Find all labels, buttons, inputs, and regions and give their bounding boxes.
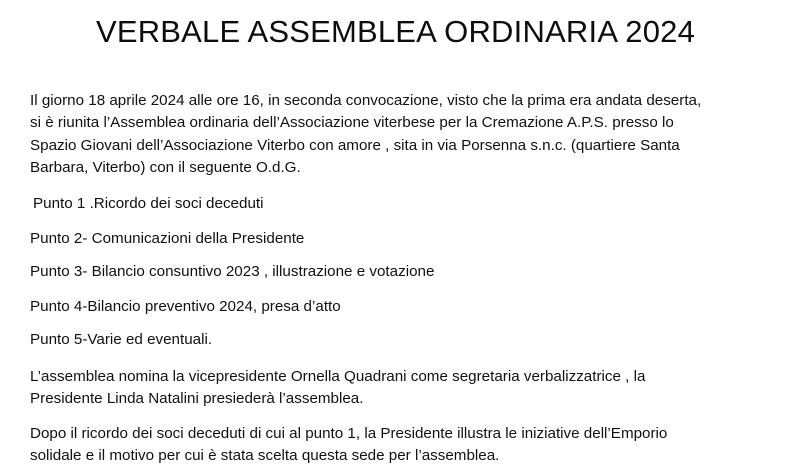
intro-line: Spazio Giovani dell’Associazione Viterbo con amore , sita in via Porsenna s.n.c. (quartiere Santa	[30, 136, 680, 154]
intro-line: si è riunita l’Assemblea ordinaria dell’Associazione viterbese per la Cremazione A.P.S. presso lo	[30, 114, 674, 132]
remembrance-paragraph	[30, 423, 790, 467]
agenda-item-3: Punto 3- Bilancio consuntivo 2023 , illustrazione e votazione	[30, 263, 435, 280]
paragraph-line: L’assemblea nomina la vicepresidente Ornella Quadrani come segretaria verbalizzatrice , la	[30, 368, 646, 385]
agenda-item-4: Punto 4-Bilancio preventivo 2024, presa d’atto	[30, 298, 341, 315]
intro-line: Il giorno 18 aprile 2024 alle ore 16, in seconda convocazione, visto che la prima era andata deserta,	[30, 92, 702, 109]
paragraph-line: Presidente Linda Natalini presiederà l’assemblea.	[30, 390, 364, 407]
intro-line: Barbara, Viterbo) con il seguente O.d.G.	[30, 158, 301, 176]
paragraph-line: Dopo il ricordo dei soci deceduti di cui al punto 1, la Presidente illustra le iniziative dell’Emporio	[30, 425, 668, 442]
agenda-item-2: Punto 2- Comunicazioni della Presidente	[30, 230, 305, 247]
secretary-paragraph	[30, 366, 790, 410]
document-title: VERBALE ASSEMBLEA ORDINARIA 2024	[95, 14, 696, 49]
agenda-item-1: Punto 1 .Ricordo dei soci deceduti	[33, 195, 264, 212]
paragraph-line: solidale e il motivo per cui è stata scelta questa sede per l’assemblea.	[30, 447, 500, 464]
agenda-item-5: Punto 5-Varie ed eventuali.	[30, 331, 213, 348]
intro-paragraph	[30, 90, 790, 179]
